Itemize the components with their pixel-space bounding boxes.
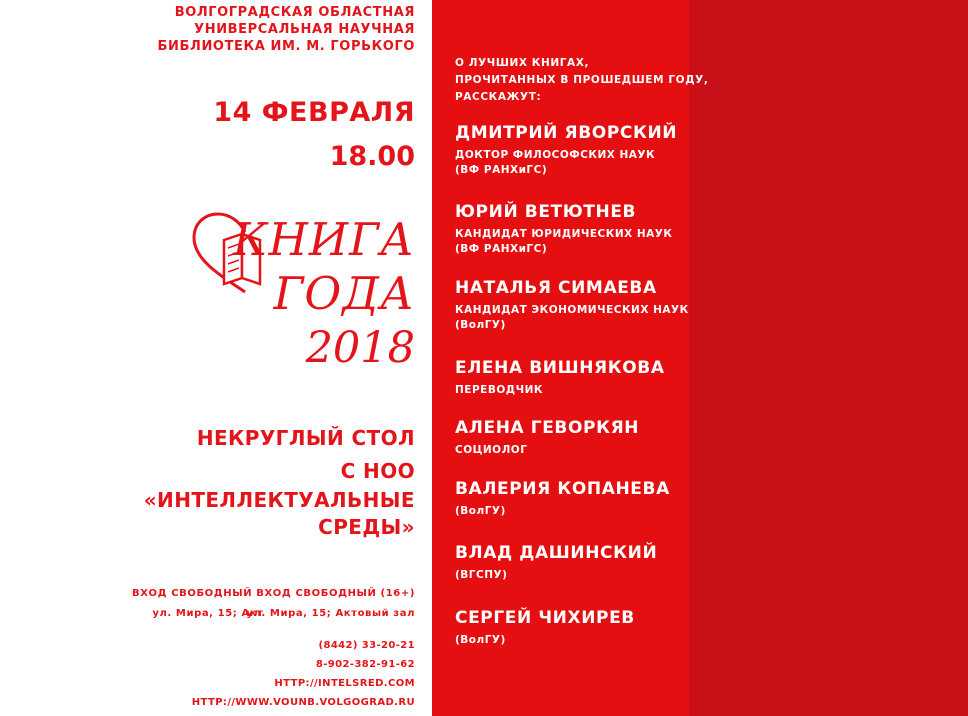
organizer-line: БИБЛИОТЕКА ИМ. М. ГОРЬКОГО xyxy=(157,39,415,54)
address-full: ул. Мира, 15; Актовый зал xyxy=(246,608,415,619)
event-title-line2: ГОДА xyxy=(273,267,415,320)
speaker-name: СЕРГЕЙ ЧИХИРЕВ xyxy=(455,608,635,628)
speaker-desc: ПЕРЕВОДЧИК xyxy=(455,384,543,396)
entry-info: ВХОД СВОБОДНЫЙ ВХОД СВОБОДНЫЙ (16+) xyxy=(131,588,415,599)
speaker-item xyxy=(455,478,670,519)
speaker-desc: СОЦИОЛОГ xyxy=(455,444,528,456)
website-link-1[interactable]: HTTP://INTELSRED.COM xyxy=(274,678,415,689)
speaker-desc: КАНДИДАТ ЮРИДИЧЕСКИХ НАУК xyxy=(455,228,673,240)
speakers-intro xyxy=(455,55,708,106)
event-time: 18.00 xyxy=(329,141,415,172)
speaker-affiliation: (ВФ РАНХиГС) xyxy=(455,164,548,176)
speaker-item xyxy=(455,122,677,178)
address-row xyxy=(152,608,415,619)
event-title-line1: КНИГА xyxy=(232,213,415,266)
intro-line: РАССКАЖУТ: xyxy=(455,91,542,103)
format-line: НЕКРУГЛЫЙ СТОЛ xyxy=(196,426,415,450)
speaker-desc: ДОКТОР ФИЛОСОФСКИХ НАУК xyxy=(455,149,656,161)
event-date: 14 ФЕВРАЛЯ xyxy=(213,97,415,128)
speaker-affiliation: (ВФ РАНХиГС) xyxy=(455,243,548,255)
right-dark-red-panel xyxy=(689,0,968,716)
format-line: «ИНТЕЛЛЕКТУАЛЬНЫЕ xyxy=(143,488,415,512)
format-line: СРЕДЫ» xyxy=(318,515,415,539)
phone-1: (8442) 33-20-21 xyxy=(318,640,415,651)
speaker-name: НАТАЛЬЯ СИМАЕВА xyxy=(455,278,657,298)
speaker-affiliation: (ВолГУ) xyxy=(455,634,506,646)
speaker-item xyxy=(455,607,635,648)
speaker-item xyxy=(455,542,657,583)
speaker-item xyxy=(455,357,665,398)
address-truncated: ул. Мира, 15; Акт xyxy=(152,608,264,619)
speaker-name: ЕЛЕНА ВИШНЯКОВА xyxy=(455,358,665,378)
intro-line: О ЛУЧШИХ КНИГАХ, xyxy=(455,57,590,69)
speaker-affiliation: (ВолГУ) xyxy=(455,319,506,331)
speaker-affiliation: (ВолГУ) xyxy=(455,505,506,517)
speaker-name: ЮРИЙ ВЕТЮТНЕВ xyxy=(455,202,637,222)
speaker-name: ДМИТРИЙ ЯВОРСКИЙ xyxy=(455,123,678,143)
speaker-name: ВЛАД ДАШИНСКИЙ xyxy=(455,543,658,563)
organizer-line: ВОЛГОГРАДСКАЯ ОБЛАСТНАЯ xyxy=(174,5,415,20)
event-title-year: 2018 xyxy=(305,323,415,373)
format-line: С НОО xyxy=(340,459,415,483)
speaker-item xyxy=(455,201,672,257)
organizer-line: УНИВЕРСАЛЬНАЯ НАУЧНАЯ xyxy=(194,22,415,37)
speaker-affiliation: (ВГСПУ) xyxy=(455,569,508,581)
speaker-name: ВАЛЕРИЯ КОПАНЕВА xyxy=(455,479,670,499)
speaker-name: АЛЕНА ГЕВОРКЯН xyxy=(455,418,640,438)
website-link-2[interactable]: HTTP://WWW.VOUNB.VOLGOGRAD.RU xyxy=(191,697,415,708)
phone-2: 8-902-382-91-62 xyxy=(315,659,415,670)
speaker-item xyxy=(455,417,639,458)
organizer-block xyxy=(55,4,415,55)
speaker-desc: КАНДИДАТ ЭКОНОМИЧЕСКИХ НАУК xyxy=(455,304,689,316)
speaker-item xyxy=(455,277,689,333)
intro-line: ПРОЧИТАННЫХ В ПРОШЕДШЕМ ГОДУ, xyxy=(455,74,709,86)
